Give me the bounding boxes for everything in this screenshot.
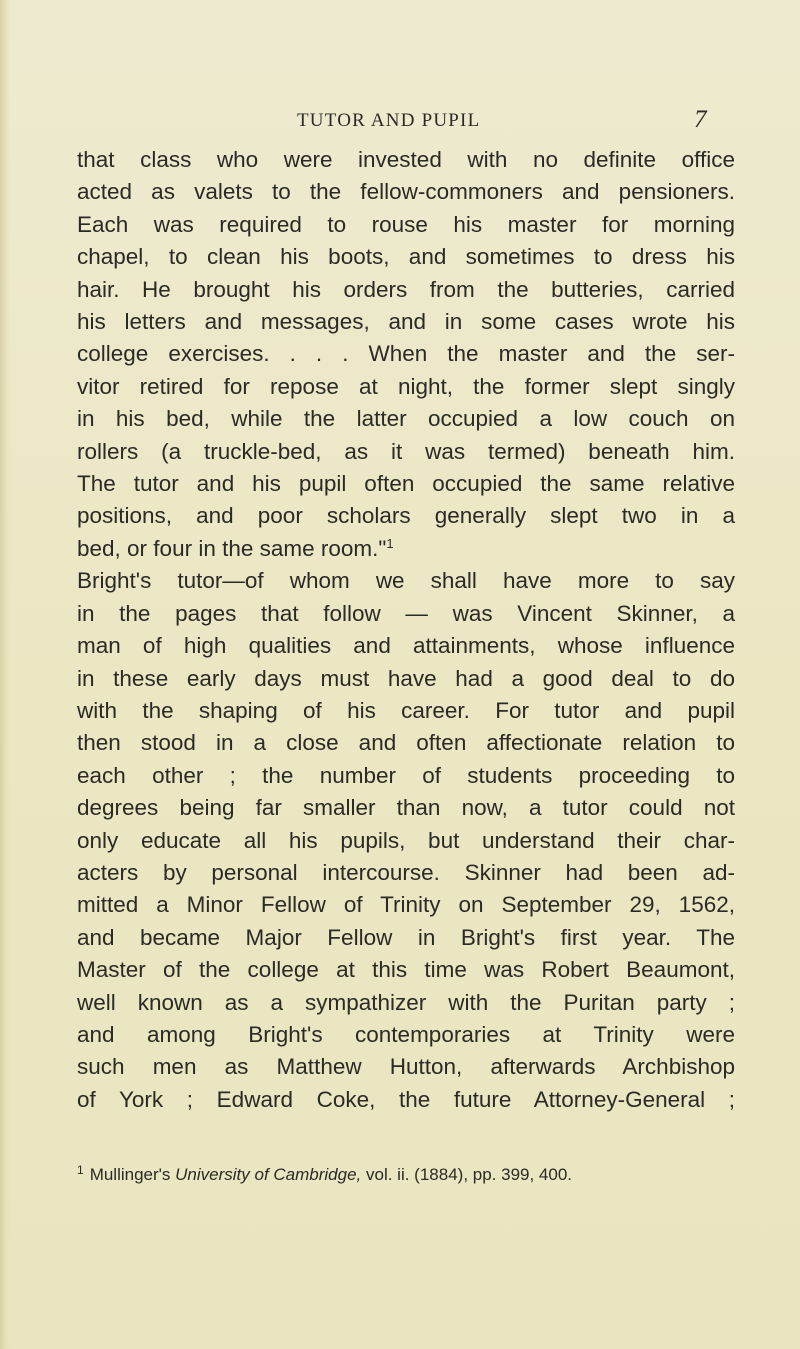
text-line: his letters and messages, and in some cases wrote his <box>77 309 735 335</box>
text-line: rollers (a truckle-bed, as it was termed) beneath him. <box>77 438 735 464</box>
text-line: then stood in a close and often affectionate relation to <box>77 730 735 756</box>
text-line: positions, and poor scholars generally slept two in a <box>77 503 735 529</box>
footnote-author: Mullinger's <box>89 1165 171 1184</box>
text-line: in his bed, while the latter occupied a low couch on <box>77 406 735 432</box>
text-line: vitor retired for repose at night, the former slept singly <box>77 373 735 399</box>
footnote <box>77 1163 737 1185</box>
text-line-with-footnote-ref <box>77 533 735 565</box>
text-line: Bright's tutor—of whom we shall have more to say <box>77 568 735 594</box>
text-line: such men as Matthew Hutton, afterwards Archbishop <box>77 1054 735 1080</box>
text-line: and among Bright's contemporaries at Trinity were <box>77 1021 735 1047</box>
footnote-mark: 1 <box>77 1163 84 1177</box>
text-line: in these early days must have had a good deal to do <box>77 665 735 691</box>
text-line: each other ; the number of students proceeding to <box>77 762 735 788</box>
text-line: chapel, to clean his boots, and sometimes to dress his <box>77 244 735 270</box>
text-line: acted as valets to the fellow-commoners and pensioners. <box>77 179 735 205</box>
text-line: with the shaping of his career. For tutor and pupil <box>77 697 735 723</box>
page-number: 7 <box>694 106 707 133</box>
text-line: of York ; Edward Coke, the future Attorney-General ; <box>77 1086 735 1112</box>
text-line: man of high qualities and attainments, whose influence <box>77 633 735 659</box>
text-line: Each was required to rouse his master for morning <box>77 211 735 237</box>
footnote-reference: 1 <box>386 535 394 551</box>
running-head: TUTOR AND PUPIL <box>297 110 481 131</box>
text-line: bed, or four in the same room." <box>77 535 387 561</box>
text-line: and became Major Fellow in Bright's first year. The <box>77 924 735 950</box>
text-line: college exercises. . . . When the master and the ser- <box>77 341 735 367</box>
page-header <box>0 104 800 140</box>
footnote-details: vol. ii. (1884), pp. 399, 400. <box>366 1165 573 1184</box>
text-line: degrees being far smaller than now, a tutor could not <box>77 795 735 821</box>
text-line: mitted a Minor Fellow of Trinity on September 29, 1562, <box>77 892 735 918</box>
footnote-title: University of Cambridge, <box>175 1165 362 1184</box>
text-line: acters by personal intercourse. Skinner had been ad- <box>77 859 735 885</box>
text-line: Master of the college at this time was Robert Beaumont, <box>77 957 735 983</box>
text-line: in the pages that follow — was Vincent Skinner, a <box>77 600 735 626</box>
text-line: well known as a sympathizer with the Puritan party ; <box>77 989 735 1015</box>
body-text <box>77 144 735 1116</box>
text-line: The tutor and his pupil often occupied the same relative <box>77 471 735 497</box>
text-line: hair. He brought his orders from the butteries, carried <box>77 276 735 302</box>
text-line: only educate all his pupils, but understand their char- <box>77 827 735 853</box>
text-line: that class who were invested with no definite office <box>77 147 735 172</box>
page-binding-edge <box>0 0 10 1349</box>
